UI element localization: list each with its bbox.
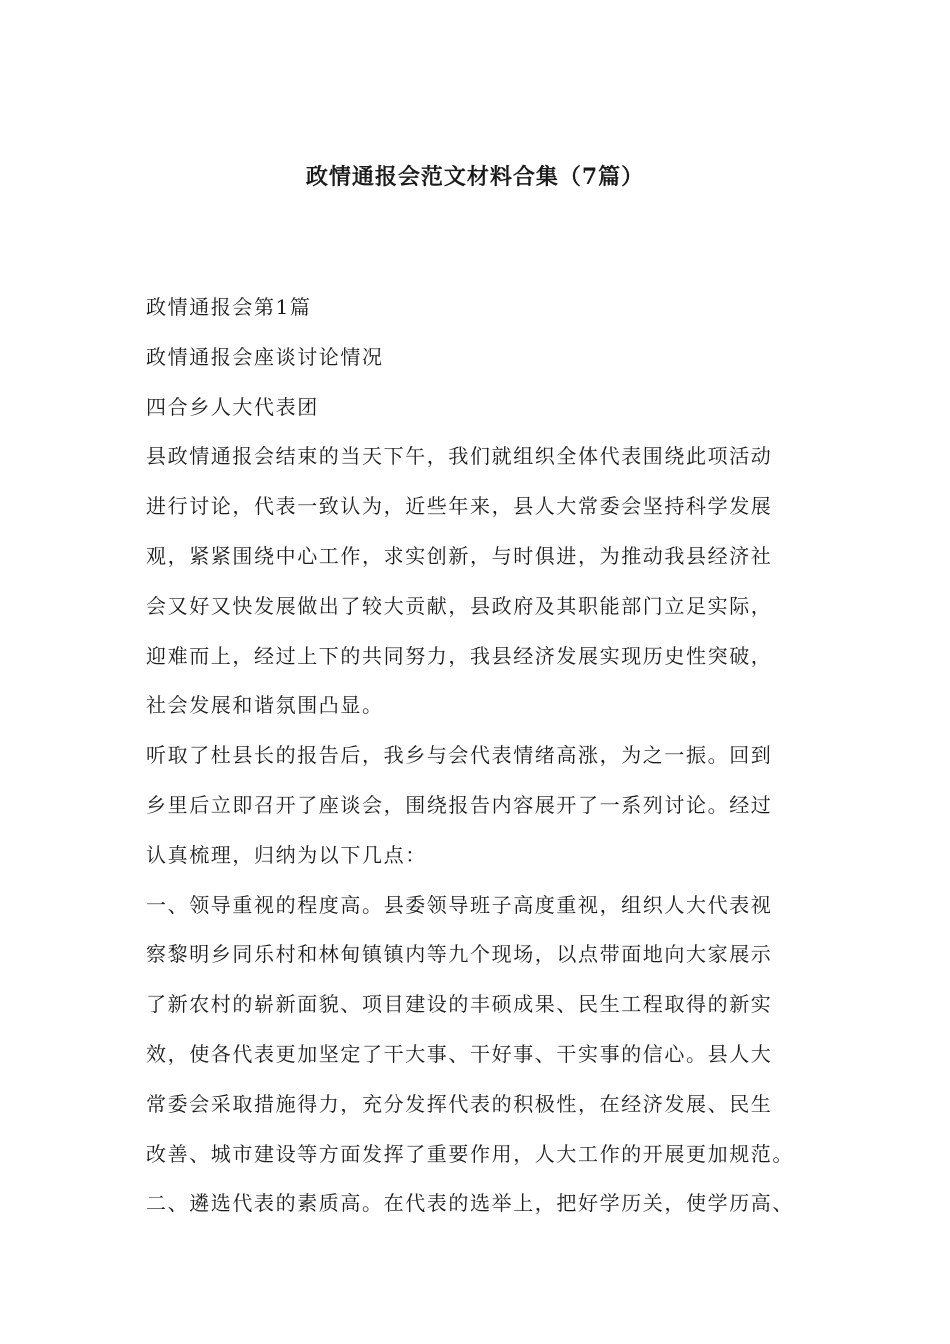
text-line: 观，紧紧围绕中心工作，求实创新，与时俱进，为推动我县经济社 (146, 543, 773, 568)
text-line: 政情通报会座谈讨论情况 (146, 344, 384, 369)
document-body (146, 283, 826, 1229)
text-line: 改善、城市建设等方面发挥了重要作用，人大工作的开展更加规范。 (146, 1141, 794, 1166)
text-line: 乡里后立即召开了座谈会，围绕报告内容展开了一系列讨论。经过 (146, 792, 773, 817)
text-line: 了新农村的崭新面貌、项目建设的丰硕成果、民生工程取得的新实 (146, 992, 773, 1017)
text-line: 政情通报会第1篇 (146, 295, 312, 319)
text-line: 四合乡人大代表团 (146, 394, 319, 419)
text-line: 一、领导重视的程度高。县委领导班子高度重视，组织人大代表视 (146, 892, 773, 917)
text-line: 会又好又快发展做出了较大贡献，县政府及其职能部门立足实际， (146, 593, 773, 618)
text-line: 认真梳理，归纳为以下几点： (146, 842, 427, 867)
text-line: 进行讨论，代表一致认为，近些年来，县人大常委会坚持科学发展 (146, 494, 773, 519)
text-line: 效，使各代表更加坚定了干大事、干好事、干实事的信心。县人大 (146, 1041, 773, 1066)
text-line: 察黎明乡同乐村和林甸镇镇内等九个现场，以点带面地向大家展示 (146, 942, 773, 967)
text-line: 迎难而上，经过上下的共同努力，我县经济发展实现历史性突破， (146, 643, 773, 668)
text-line: 常委会采取措施得力，充分发挥代表的积极性，在经济发展、民生 (146, 1091, 773, 1116)
text-line: 县政情通报会结束的当天下午，我们就组织全体代表围绕此项活动 (146, 444, 773, 469)
text-line: 社会发展和谐氛围凸显。 (146, 693, 384, 718)
document-title: 政情通报会范文材料合集（7篇） (305, 164, 645, 190)
text-line: 听取了杜县长的报告后，我乡与会代表情绪高涨，为之一振。回到 (146, 743, 773, 768)
text-line: 二、遴选代表的素质高。在代表的选举上，把好学历关，使学历高、 (146, 1191, 794, 1216)
